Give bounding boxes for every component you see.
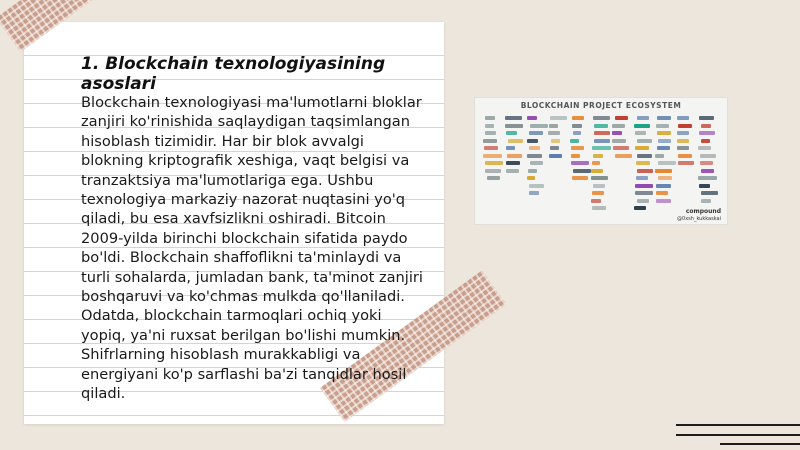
ecosystem-logo-chip (615, 116, 628, 120)
ecosystem-logo-chip (656, 124, 669, 128)
ecosystem-logo-chip (551, 139, 561, 143)
ecosystem-logo-chip (594, 139, 610, 143)
ecosystem-logo-chip (485, 124, 494, 128)
ecosystem-logo-chip (700, 154, 716, 158)
ecosystem-logo-chip (485, 161, 504, 165)
ecosystem-logo-chip (637, 169, 653, 173)
ecosystem-logo-chip (635, 146, 649, 150)
ecosystem-logo-chip (655, 154, 664, 158)
ecosystem-logo-chip (591, 169, 603, 173)
ecosystem-logo-chip (698, 176, 717, 180)
ecosystem-logo-chip (505, 124, 523, 128)
ecosystem-logo-chip (530, 124, 548, 128)
ecosystem-logo-chip (572, 176, 589, 180)
ecosystem-logo-chip (508, 139, 523, 143)
ecosystem-logo-chip (656, 184, 671, 188)
ecosystem-logo-chip (506, 161, 519, 165)
ecosystem-logo-chip (699, 184, 710, 188)
ecosystem-logo-chip (657, 116, 671, 120)
ecosystem-logo-chip (571, 146, 585, 150)
ecosystem-logo-chip (677, 139, 689, 143)
ecosystem-logo-chip (701, 199, 711, 203)
ecosystem-logo-chip (527, 176, 535, 180)
ecosystem-logo-chip (594, 131, 611, 135)
ecosystem-logo-chip (529, 191, 539, 195)
ecosystem-brand-logo: compound (685, 208, 721, 215)
ecosystem-logo-chip (636, 161, 650, 165)
ecosystem-logo-chip (593, 154, 603, 158)
ecosystem-logo-chip (592, 161, 600, 165)
ecosystem-logo-chip (528, 169, 537, 173)
ecosystem-logo-chip (529, 184, 544, 188)
ecosystem-logo-chip (634, 206, 646, 210)
ecosystem-logo-chip (573, 131, 582, 135)
ecosystem-logo-chip (591, 199, 601, 203)
ecosystem-logo-chip (637, 116, 650, 120)
ecosystem-logo-chip (593, 116, 610, 120)
ecosystem-logo-chip (613, 146, 629, 150)
ecosystem-logo-chip (677, 116, 689, 120)
ecosystem-logo-chip (572, 116, 584, 120)
ecosystem-logo-chip (701, 191, 719, 195)
decorative-line (676, 424, 800, 426)
ecosystem-logo-chip (656, 191, 667, 195)
ecosystem-logo-chip (506, 146, 515, 150)
ecosystem-logo-chip (505, 116, 522, 120)
ecosystem-logo-chip (636, 176, 648, 180)
ecosystem-logo-chip (635, 184, 653, 188)
ecosystem-logo-chip (592, 191, 605, 195)
ecosystem-logo-chip (658, 139, 671, 143)
ecosystem-logo-chip (699, 116, 714, 120)
ecosystem-logo-chip (658, 161, 677, 165)
ecosystem-logo-chip (550, 146, 559, 150)
ecosystem-logo-chip (593, 184, 605, 188)
ecosystem-logo-chip (527, 139, 537, 143)
ecosystem-logo-chip (483, 139, 496, 143)
ecosystem-logo-chip (612, 139, 626, 143)
ecosystem-logo-chip (573, 169, 591, 173)
ecosystem-logo-chip (506, 131, 517, 135)
ecosystem-logo-chip (592, 206, 606, 210)
ecosystem-logo-chip (527, 116, 538, 120)
ecosystem-logo-chip (637, 154, 652, 158)
ecosystem-logo-chip (570, 139, 578, 143)
ecosystem-logo-chip (678, 124, 692, 128)
ecosystem-logo-chip (657, 146, 670, 150)
ecosystem-logo-chip (615, 154, 633, 158)
ecosystem-logo-chip (507, 154, 522, 158)
ecosystem-logo-chip (612, 124, 624, 128)
ecosystem-logo-chip (677, 146, 690, 150)
ecosystem-logo-chip (658, 176, 672, 180)
ecosystem-logo-chip (550, 116, 567, 120)
ecosystem-logo-chip (699, 131, 716, 135)
ecosystem-logo-chip (677, 131, 689, 135)
ecosystem-logo-chip (549, 124, 558, 128)
ecosystem-logo-chip (594, 124, 608, 128)
ecosystem-logo-chip (678, 161, 694, 165)
ecosystem-logo-chip (637, 199, 649, 203)
ecosystem-logo-chip (657, 131, 671, 135)
slide-body-text: Blockchain texnologiyasi ma'lumotlarni bloklar zanjiri ko'rinishida saqlaydigan taqsimlangan hisoblash tizimidir. Har bir blok avvalgi blokning kriptografik xeshiga, vaqt belgisi va tranzaktsiya ma'lumotlariga ega. Ushbu texnologiya markaziy nazorat nuqtasini yo'q qiladi, bu esa xavfsizlikni oshiradi. Bitcoin 2009-yilda birinchi blockchain sifatida paydo bo'ldi. Blockchain shaffoflikni ta'minlaydi va turli sohalarda, jumladan bank, ta'minot zanjiri boshqaruvi va ko'chmas mulkda qo'llaniladi. Odatda, blockchain tarmoqlari ochiq yoki yopiq, ya'ni ruxsat berilgan bo'lishi mumkin. Shifrlarning hisoblash murakkabligi va energiyani ko'p sarflashi ba'zi tanqidlar hosil qiladi. (81, 94, 423, 403)
ecosystem-logo-chip (612, 131, 621, 135)
ecosystem-logo-chip (483, 154, 501, 158)
ecosystem-logo-chip (656, 199, 671, 203)
ecosystem-logo-chip (549, 154, 562, 158)
ecosystem-logo-chip (635, 191, 653, 195)
ecosystem-logo-chip (701, 139, 710, 143)
ecosystem-logo-chip (485, 116, 494, 120)
blockchain-ecosystem-image (474, 97, 728, 225)
ecosystem-logo-chip (701, 124, 710, 128)
ecosystem-logo-chip (530, 161, 543, 165)
ecosystem-image-heading: BLOCKCHAIN PROJECT ECOSYSTEM (520, 101, 682, 110)
ecosystem-logo-chip (655, 169, 672, 173)
decorative-line (676, 434, 800, 436)
ecosystem-logo-chip (527, 154, 541, 158)
ecosystem-logo-chip (548, 131, 560, 135)
ecosystem-logo-chip (591, 176, 607, 180)
ecosystem-logo-chip (487, 176, 500, 180)
ecosystem-logo-chip (698, 146, 710, 150)
ecosystem-logo-chip (571, 154, 580, 158)
ecosystem-logo-chip (506, 169, 519, 173)
ecosystem-handle: @0xsh_kukkaskai (677, 216, 721, 222)
ecosystem-logo-chip (571, 161, 589, 165)
ecosystem-logo-chip (678, 154, 692, 158)
ecosystem-logo-chip (635, 131, 647, 135)
ecosystem-logo-chip (485, 169, 500, 173)
ecosystem-logo-chip (572, 124, 583, 128)
ecosystem-logo-chip (484, 146, 498, 150)
ecosystem-logo-chip (634, 124, 650, 128)
ecosystem-logo-chip (592, 146, 611, 150)
ecosystem-logo-chip (529, 131, 543, 135)
ecosystem-logo-chip (637, 139, 652, 143)
ecosystem-logo-chip (700, 161, 713, 165)
ecosystem-logo-chip (485, 131, 496, 135)
slide-title: 1. Blockchain texnologiyasining asoslari (81, 54, 386, 94)
ecosystem-logo-chip (529, 146, 540, 150)
decorative-line (720, 443, 800, 445)
ecosystem-logo-chip (701, 169, 714, 173)
